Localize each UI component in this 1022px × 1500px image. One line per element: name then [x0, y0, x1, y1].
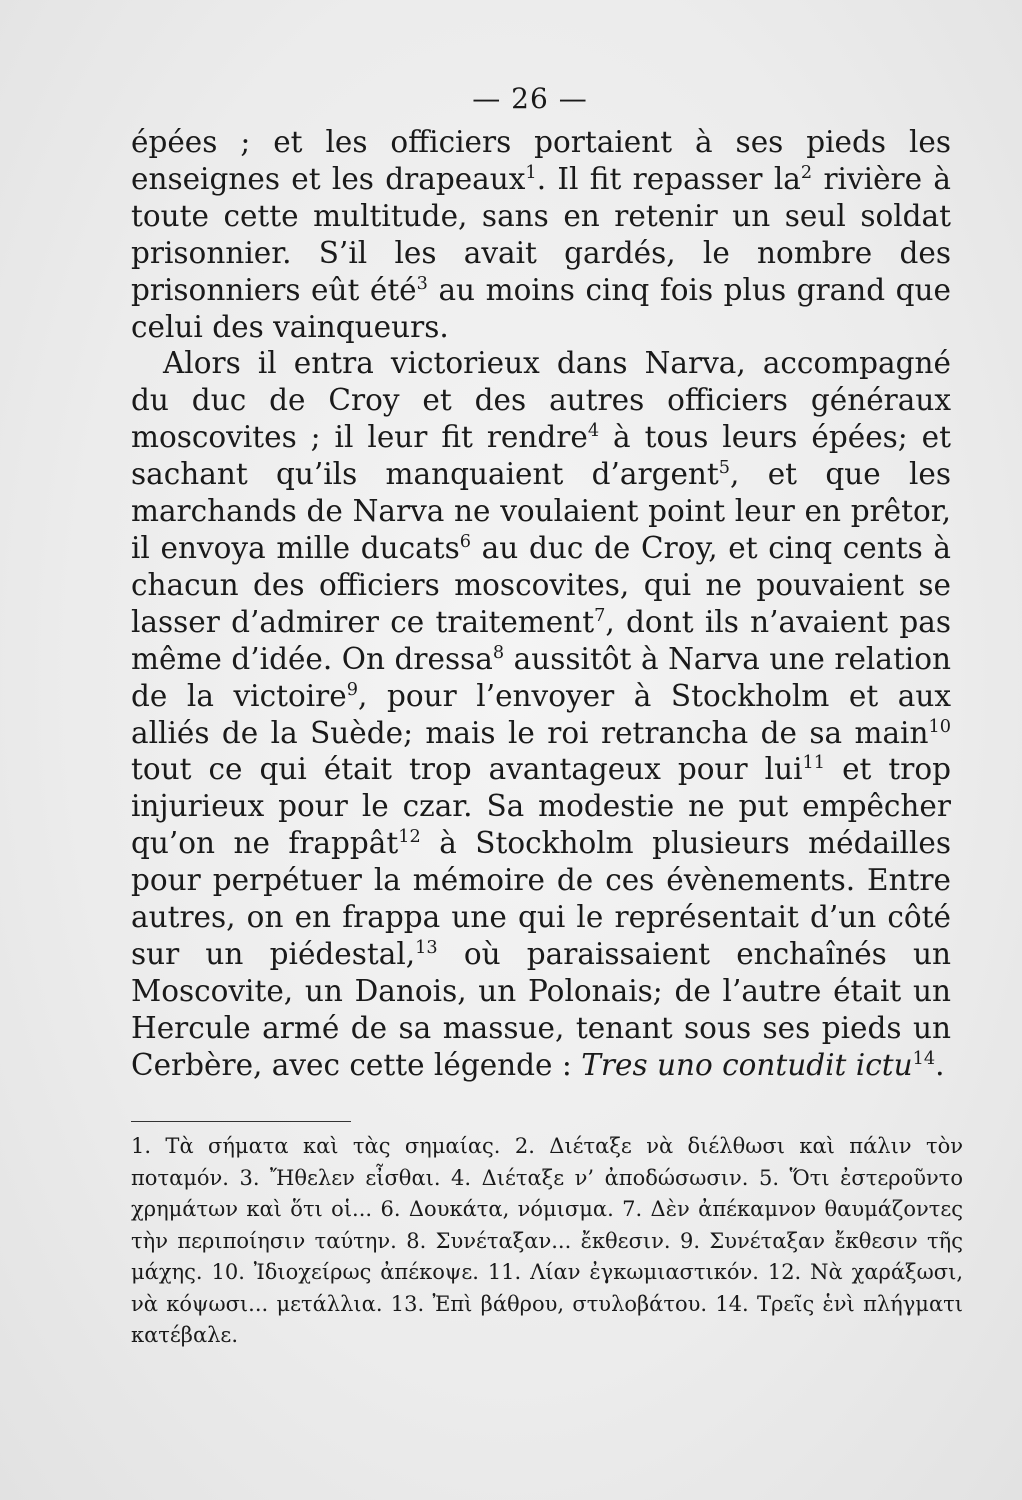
footnote-divider	[131, 1121, 351, 1122]
footnote-ref-12: 12	[398, 827, 421, 848]
footnote-ref-7: 7	[594, 605, 606, 626]
footnote-ref-6: 6	[459, 532, 472, 553]
footnote-ref-9: 9	[346, 679, 359, 700]
footnote-ref-1: 1	[525, 163, 537, 184]
paragraph-2: Alors il entra victorieux dans Narva, accompagné du duc de Croy et des autres officiers généraux moscovites ; il leur fit rendre$^4$ à tous leurs épées; et sachant qu’ils manquaient d’argent$^5$, et que les marchands de Narva ne voulaient point leur en prêtor, il envoya mille ducats$^6$ au duc de Croy, et cinq cents à chacun des officiers moscovites, qui ne pouvaient se lasser d’admirer ce traitement$^7$, dont ils n’avaient pas même d’idée. On dressa$^8$ aussitôt à Narva une relation de la victoire$^9$, pour l’envoyer à Stockholm et aux alliés de la Suède; mais le roi retrancha de sa main$^{10}$ tout ce qui était trop avantageux pour lui$^{11}$ et trop injurieux pour le czar. Sa modestie ne put empêcher qu’on ne frappât$^{12}$ à Stockholm plusieurs médailles pour perpétuer la mémoire de ces évènements. Entre autres, on en frappa une qui le représentait d’un côté sur un piédestal,$^{13}$ où paraissaient enchaînés un Moscovite, un Danois, un Polonais; de l’autre était un Hercule armé de sa massue, tenant sous ses pieds un Cerbère, avec cette légende : Tres uno contudit ictu$^{14}$.	[131, 346, 952, 1082]
page-number: — 26 —	[472, 82, 588, 115]
footnote-ref-8: 8	[492, 642, 505, 663]
footnote-ref-10: 10	[928, 716, 951, 737]
footnote-ref-14: 14	[912, 1048, 936, 1069]
footnote-ref-11: 11	[802, 753, 826, 774]
footnote-ref-13: 13	[415, 938, 438, 959]
paragraph-1: épées ; et les officiers portaient à ses pieds les enseignes et les drapeaux$^1$. Il fit repasser $la^2$ rivière à toute cette multitude, sans en retenir un seul soldat prisonnier. S’il les avait gardés, le nombre des prisonniers eût été$^3$ au moins cinq fois plus grand que celui des vainqueurs.	[131, 125, 952, 344]
latin-motto: Tres uno contudit ictu	[581, 1047, 913, 1082]
footnote-ref-5: 5	[718, 458, 731, 479]
footnotes: 1. Τὰ σήματα καὶ τὰς σημαίας. 2. Διέταξε νὰ διέλθωσι καὶ πάλιν τὸν ποταμόν. 3. Ἤθελεν εἶσθαι. 4. Διέταξε ν’ ἀποδώσωσιν. 5. Ὅτι ἐστεροῦντο χρημάτων καὶ ὅτι οἱ... 6. Δουκάτα, νόμισμα. 7. Δὲν ἀπέκαμνον θαυμάζοντες τὴν περιποίησιν ταύτην. 8. Συνέταξαν... ἔκθεσιν. 9. Συνέταξαν ἔκθεσιν τῆς μάχης. 10. Ἰδιοχείρως ἀπέκοψε. 11. Λίαν ἐγκωμιαστικόν. 12. Νὰ χαράξωσι, νὰ κόψωσι... μετάλλια. 13. Ἐπὶ βάθρου, στυλοβάτου. 14. Τρεῖς ἑνὶ πλήγματι κατέβαλε.	[131, 1134, 963, 1347]
footnote-ref-4: 4	[587, 421, 600, 442]
main-text	[131, 124, 951, 1084]
footnote-ref-3: 3	[416, 273, 428, 294]
footnote-ref-2: 2	[800, 163, 813, 184]
